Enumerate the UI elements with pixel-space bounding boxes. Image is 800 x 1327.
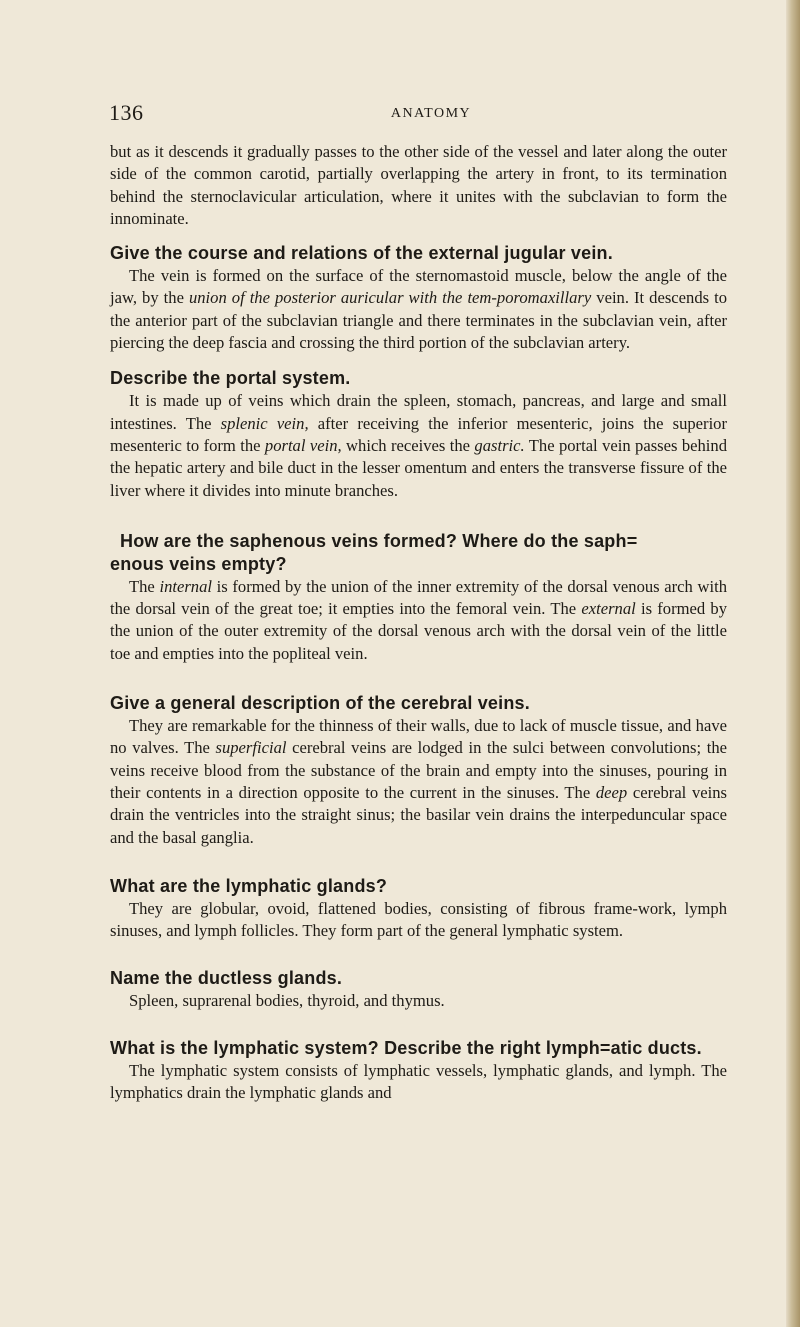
question-saphenous-veins: How are the saphenous veins formed? Where do the saph= enous veins empty? [110, 530, 638, 574]
question-lymphatic-glands: What are the lymphatic glands? [110, 875, 388, 896]
answer-cerebral-veins: They are remarkable for the thinness of their walls, due to lack of muscle tissue, and have no valves. The superficial cerebral veins are lodged in the sulci between convolutions; the veins receive blood from the substance of the brain and empty into the sinuses, pouring in their contents in a direction opposite to the current in the sinuses. The deep cerebral veins drain the ventricles into the straight sinus; the basilar vein drains the interpeduncular space and the basal ganglia. [110, 716, 727, 847]
answer-portal-system: It is made up of veins which drain the spleen, stomach, pancreas, and large and small intestines. The splenic vein, after receiving the inferior mesenteric, joins the superior mesenteric to form the portal vein, which receives the gastric. The portal vein passes behind the hepatic artery and bile duct in the lesser omentum and enters the transverse fissure of the liver where it divides into minute branches. [110, 391, 728, 500]
answer-external-jugular: The vein is formed on the surface of the sternomastoid muscle, below the angle of the jaw, by the union of the posterior auricular with the tem-poromaxillary vein. It descends to the anterior part of the subclavian triangle and there terminates in the subclavian vein, after piercing the deep fascia and crossing the third portion of the subclavian artery. [110, 266, 727, 353]
question-ductless-glands: Name the ductless glands. [110, 968, 343, 989]
answer-ductless-glands: Spleen, suprarenal bodies, thyroid, and thymus. [129, 991, 445, 1011]
question-lymphatic-system: What is the lymphatic system? Describe the right lymph=atic ducts. [110, 1037, 702, 1058]
question-cerebral-veins: Give a general description of the cerebral veins. [110, 693, 530, 714]
running-head: ANATOMY [390, 106, 472, 121]
page-body [110, 141, 727, 1104]
answer-lymphatic-glands: They are globular, ovoid, flattened bodies, consisting of fibrous frame-work, lymph sinuses, and lymph follicles. They form part of the general lymphatic system. [110, 898, 727, 941]
page-edge [786, 0, 800, 1327]
answer-saphenous-veins: The internal is formed by the union of the inner extremity of the dorsal venous arch with the dorsal vein of the great toe; it empties into the femoral vein. The external is formed by the union of the outer extremity of the dorsal venous arch with the dorsal vein of the little toe and empties into the popliteal vein. [110, 576, 727, 663]
question-portal-system: Describe the portal system. [110, 368, 351, 389]
question-external-jugular: Give the course and relations of the external jugular vein. [110, 243, 613, 264]
page-number: 136 [109, 100, 144, 125]
answer-lymphatic-system: The lymphatic system consists of lymphatic vessels, lymphatic glands, and lymph. The lymphatics drain the lymphatic glands and [110, 1060, 727, 1103]
intro-answer: but as it descends it gradually passes to the other side of the vessel and later along the outer side of the common carotid, partially overlapping the artery in front, to its termination behind the sternoclavicular articulation, where it unites with the subclavian to form the innominate. [110, 142, 727, 228]
page-header [109, 100, 729, 132]
